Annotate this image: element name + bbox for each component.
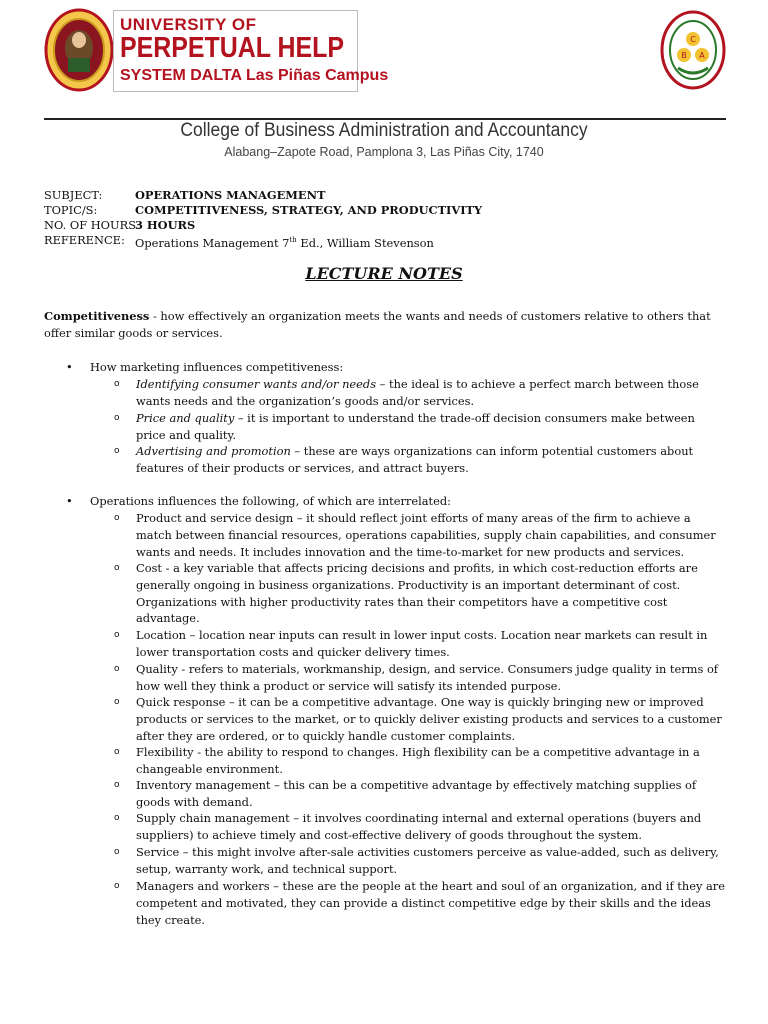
college-name: College of Business Administration and Accountancy xyxy=(180,120,588,141)
circle-marker-icon: o xyxy=(114,413,120,423)
circle-marker-icon: o xyxy=(114,747,120,757)
circle-marker-icon: o xyxy=(114,780,120,790)
list-item-text xyxy=(136,443,726,477)
list-item-term: Price and quality xyxy=(136,411,235,425)
banner-campus: Las Piñas Campus xyxy=(245,67,389,84)
list-item-text: Service – this might involve after-sale activities customers perceive as value-added, such as delivery, setup, warranty work, and technical support. xyxy=(136,845,719,876)
lecture-title: LECTURE NOTES xyxy=(305,264,463,283)
bullet-dot: • xyxy=(66,494,73,508)
list-item-text xyxy=(136,410,726,444)
bullet-operations-text: Operations influences the following, of which are interrelated: xyxy=(90,494,451,508)
college-address: Alabang–Zapote Road, Pamplona 3, Las Piñas City, 1740 xyxy=(224,145,544,159)
university-banner xyxy=(113,10,389,92)
list-item-desc: – the ideal is to achieve a perfect march between those wants needs and the organization’s goods and/or services. xyxy=(136,377,699,408)
list-item-text: Cost - a key variable that affects pricing decisions and profits, in which cost-reduction efforts are generally ongoing in business organizations. Productivity is an important determinant of cost. Organizations with higher productivity rates than their competitors have a competitive cost advantage. xyxy=(136,561,698,626)
circle-marker-icon: o xyxy=(114,813,120,823)
list-item-desc: – these are ways organizations can inform potential customers about features of their products or services, and attract buyers. xyxy=(136,444,694,475)
circle-marker-icon: o xyxy=(114,881,120,891)
circle-marker-icon: o xyxy=(114,697,120,707)
bullet-dot: • xyxy=(66,360,73,374)
hours-value: 3 HOURS xyxy=(135,218,196,232)
circle-marker-icon: o xyxy=(114,513,120,523)
seal-letter-a: A xyxy=(699,51,705,60)
list-item-desc: – it is important to understand the trade-off decision consumers make between price and quality. xyxy=(136,411,695,442)
college-seal-logo xyxy=(660,10,726,90)
list-item-term: Identifying consumer wants and/or needs xyxy=(136,377,377,391)
intro-paragraph xyxy=(44,308,728,342)
list-item-text: Inventory management – this can be a competitive advantage by effectively matching supplies of goods with demand. xyxy=(136,778,697,809)
list-item-text: Flexibility - the ability to respond to changes. High flexibility can be a competitive advantage in a changeable environment. xyxy=(136,745,700,776)
seal-letter-c: C xyxy=(690,35,696,44)
list-item-text: Supply chain management – it involves coordinating internal and external operations (buyers and suppliers) to achieve timely and cost-effective delivery of goods throughout the system. xyxy=(136,811,702,842)
banner-line-2: PERPETUAL HELP xyxy=(120,32,345,64)
university-seal-logo xyxy=(44,8,114,92)
intro-text: - how effectively an organization meets the wants and needs of customers relative to others that offer similar goods or services. xyxy=(44,309,711,340)
circle-marker-icon: o xyxy=(114,563,120,573)
topics-value: COMPETITIVENESS, STRATEGY, AND PRODUCTIVITY xyxy=(135,203,483,217)
circle-marker-icon: o xyxy=(114,630,120,640)
subject-value: OPERATIONS MANAGEMENT xyxy=(135,188,326,202)
list-item-text: Location – location near inputs can result in lower input costs. Location near markets can result in lower transportation costs and quicker delivery times. xyxy=(136,628,708,659)
hours-label: NO. OF HOURS: xyxy=(44,218,140,232)
reference-text-a: Operations Management 7 xyxy=(135,235,290,250)
banner-line-3 xyxy=(120,67,388,85)
banner-line-1: UNIVERSITY OF xyxy=(120,15,257,34)
circle-marker-icon: o xyxy=(114,664,120,674)
circle-marker-icon: o xyxy=(114,446,120,456)
list-item-text: Quick response – it can be a competitive advantage. One way is quickly bringing new or improved products or services to the market, or to quickly deliver existing products and services to a customer after they are ordered, or to quickly handle customer complaints. xyxy=(136,695,722,743)
circle-marker-icon: o xyxy=(114,847,120,857)
reference-label: REFERENCE: xyxy=(44,233,125,247)
list-item-text: Quality - refers to materials, workmanship, design, and service. Consumers judge quality in terms of how well they think a product or service will satisfy its intended purpose. xyxy=(136,662,719,693)
banner-system-dalta: SYSTEM DALTA xyxy=(120,67,242,84)
list-item-term: Advertising and promotion xyxy=(136,444,291,458)
list-item-text xyxy=(136,376,726,410)
list-item-text: Product and service design – it should reflect joint efforts of many areas of the firm to achieve a match between financial resources, operations capabilities, supply chain capabilities, and consumer wants and needs. It includes innovation and the time-to-market for new products and services. xyxy=(136,511,716,559)
bullet-marketing-text: How marketing influences competitiveness: xyxy=(90,360,344,374)
reference-text-b: Ed., William Stevenson xyxy=(296,235,434,250)
seal-letter-b: B xyxy=(681,51,687,60)
list-item-text: Managers and workers – these are the people at the heart and soul of an organization, and if they are competent and motivated, they can provide a distinct competitive edge by their skills and the ideas they create. xyxy=(136,879,725,927)
intro-term: Competitiveness xyxy=(44,309,150,323)
circle-marker-icon: o xyxy=(114,379,120,389)
subject-label: SUBJECT: xyxy=(44,188,103,202)
topics-label: TOPIC/S: xyxy=(44,203,98,217)
reference-value xyxy=(135,233,434,251)
reference-sup: th xyxy=(289,236,297,244)
